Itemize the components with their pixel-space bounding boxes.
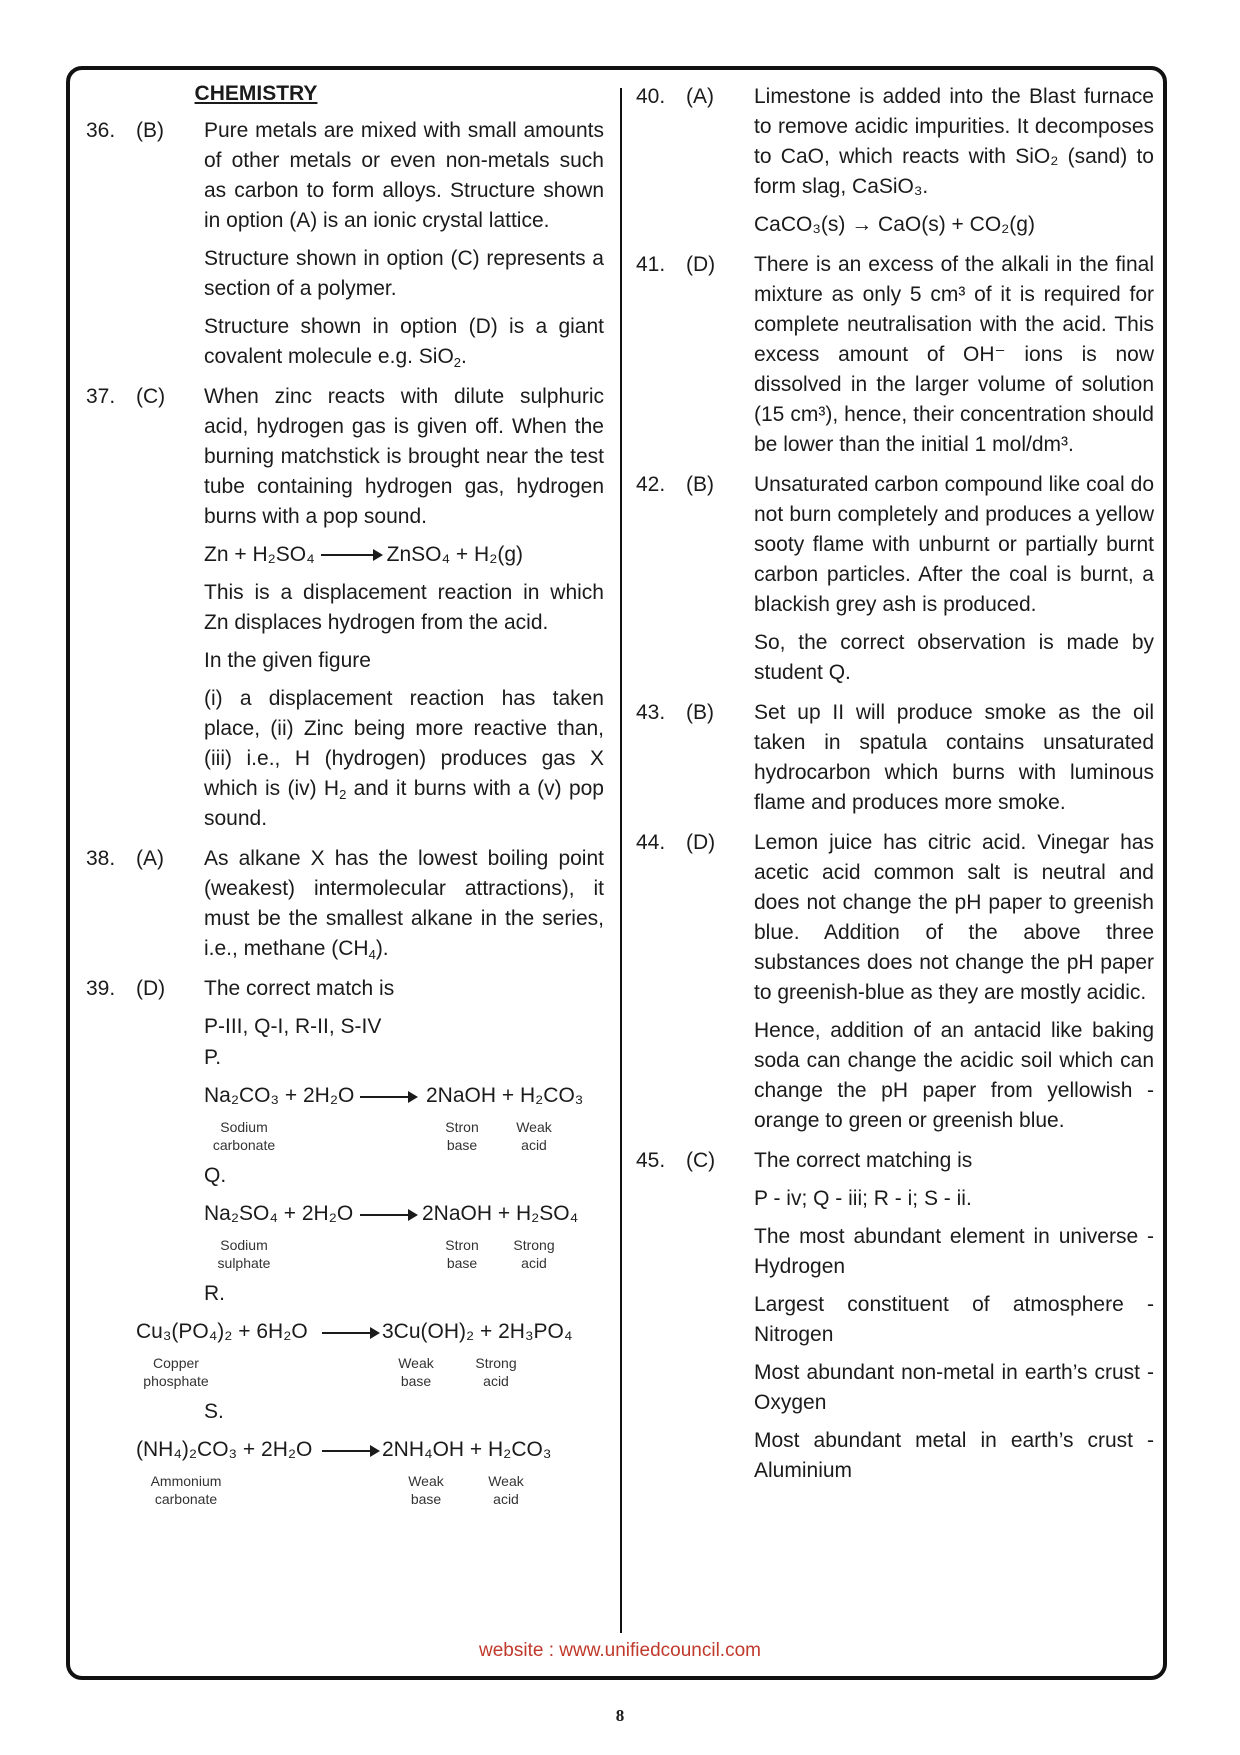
answer-option: (D) — [686, 831, 716, 854]
products: 2NH₄OH + H₂CO₃ — [382, 1438, 552, 1461]
paragraph: There is an excess of the alkali in the final mixture as only 5 cm³ of it is required for complete neutralisation with the acid. This excess amount of OH⁻ ions is now dissolved in the larger volume of solution (15 cm³), hence, their concentration should be lower than the initial 1 mol/dm³. — [754, 253, 1154, 456]
label-acid: Strong acid — [475, 1355, 517, 1389]
paragraph: The correct match is — [204, 977, 395, 1000]
question-number: 40. — [636, 85, 666, 108]
answer-explanation — [204, 974, 604, 1042]
products: 3Cu(OH)₂ + 2H₃PO₄ — [382, 1320, 573, 1343]
website-footer: website : www.unifiedcouncil.com — [479, 1640, 761, 1661]
products: 2NaOH + H₂SO₄ — [422, 1202, 579, 1225]
answer-option: (A) — [686, 85, 714, 108]
answer-explanation — [754, 250, 1154, 460]
label-base: Stron base — [445, 1237, 479, 1271]
answer-explanation — [754, 698, 1154, 818]
reaction-arrow — [322, 1332, 378, 1334]
paragraph: P-III, Q-I, R-II, S-IV — [204, 1015, 382, 1038]
reactants: Cu₃(PO₄)₂ + 6H₂O — [136, 1320, 308, 1343]
paragraph: Limestone is added into the Blast furnace to remove acidic impurities. It decomposes to CaO, which reacts with SiO₂ (sand) to form slag, CaSiO₃. — [754, 85, 1154, 198]
label-reactant: Copper phosphate — [143, 1355, 209, 1389]
question-number: 39. — [86, 977, 116, 1000]
reaction-arrow — [360, 1214, 416, 1216]
paragraph: Structure shown in option (D) is a giant covalent molecule e.g. SiO$_2$. — [204, 315, 604, 370]
paragraph: (i) a displacement reaction has taken place, (ii) Zinc being more reactive than, (iii) i.e., H (hydrogen) produces gas X which is (iv) $H_2$ and it burns with a (v) pop sound. — [204, 687, 604, 830]
page-number: 8 — [615, 1706, 625, 1725]
paragraph: The correct matching is — [754, 1149, 973, 1172]
paragraph: Pure metals are mixed with small amounts of other metals or even non-metals such as carbon to form alloys. Structure shown in option (A) is an ionic crystal lattice. — [204, 119, 604, 232]
paragraph: P - iv; Q - iii; R - i; S - ii. — [754, 1187, 972, 1210]
reaction-Q — [204, 1202, 604, 1278]
reaction-tag: P. — [204, 1046, 222, 1069]
answer-explanation — [754, 82, 1154, 240]
label-base: Weak base — [408, 1473, 444, 1507]
question-44 — [636, 828, 1154, 1136]
answer-explanation — [204, 116, 604, 372]
answer-option: (C) — [686, 1149, 716, 1172]
chemical-equation: CaCO₃(s) → CaO(s) + CO₂(g) — [754, 213, 1035, 236]
column-divider — [620, 88, 622, 1633]
reaction-R — [136, 1320, 604, 1396]
answer-option: (D) — [686, 253, 716, 276]
answer-option: (D) — [136, 977, 166, 1000]
question-42 — [636, 470, 1154, 688]
question-number: 42. — [636, 473, 666, 496]
question-number: 41. — [636, 253, 666, 276]
paragraph: Hence, addition of an antacid like baking soda can change the acidic soil which can change the pH paper from yellowish - orange to green or greenish blue. — [754, 1019, 1154, 1132]
reaction-arrow — [321, 554, 381, 556]
paragraph: Structure shown in option (C) represents a section of a polymer. — [204, 247, 604, 300]
paragraph: Unsaturated carbon compound like coal do not burn completely and produces a yellow sooty flame with unburnt or partially burnt carbon particles. After the coal is burnt, a blackish grey ash is produced. — [754, 473, 1154, 616]
question-37 — [86, 382, 604, 834]
paragraph: When zinc reacts with dilute sulphuric acid, hydrogen gas is given off. When the burning matchstick is brought near the test tube containing hydrogen gas, hydrogen burns with a pop sound. — [204, 385, 604, 528]
products: 2NaOH + H₂CO₃ — [426, 1084, 584, 1107]
answer-explanation — [204, 844, 604, 964]
answer-option: (B) — [686, 701, 714, 724]
right-column — [636, 82, 1154, 1496]
reaction-arrow — [360, 1096, 416, 1098]
question-41 — [636, 250, 1154, 460]
reaction-tag: S. — [204, 1400, 224, 1423]
label-acid: Strong acid — [513, 1237, 555, 1271]
label-reactant: Ammonium carbonate — [150, 1473, 222, 1507]
question-number: 36. — [86, 119, 116, 142]
label-acid: Weak acid — [488, 1473, 524, 1507]
question-39 — [86, 974, 604, 1042]
paragraph: Most abundant non-metal in earth’s crust - Oxygen — [754, 1361, 1154, 1414]
answer-explanation — [754, 470, 1154, 688]
paragraph: As alkane X has the lowest boiling point (weakest) intermolecular attractions), it must be the smallest alkane in the series, i.e., methane $(CH_4)$. — [204, 847, 604, 962]
reaction-tag: R. — [204, 1282, 225, 1305]
reaction-arrow — [322, 1450, 378, 1452]
question-40 — [636, 82, 1154, 240]
paragraph: Most abundant metal in earth’s crust - Aluminium — [754, 1429, 1154, 1482]
question-number: 38. — [86, 847, 116, 870]
question-36 — [86, 116, 604, 372]
paragraph: So, the correct observation is made by student Q. — [754, 631, 1154, 684]
reaction-P — [204, 1084, 604, 1160]
left-column — [86, 82, 604, 1514]
label-base: Stron base — [445, 1119, 479, 1153]
answer-explanation — [204, 382, 604, 834]
chemical-equation: Zn + H₂SO₄ ZnSO₄ + H₂(g) — [204, 543, 524, 566]
question-45 — [636, 1146, 1154, 1486]
reaction-tag: Q. — [204, 1164, 227, 1187]
reaction-S — [136, 1438, 604, 1514]
answer-explanation — [754, 828, 1154, 1136]
answer-option: (A) — [136, 847, 164, 870]
answer-option: (B) — [136, 119, 164, 142]
label-reactant: Sodium carbonate — [212, 1119, 276, 1153]
answer-option: (C) — [136, 385, 166, 408]
paragraph: In the given figure — [204, 649, 371, 672]
question-number: 37. — [86, 385, 116, 408]
question-38 — [86, 844, 604, 964]
section-heading: CHEMISTRY — [194, 82, 318, 105]
reactants: Na₂CO₃ + 2H₂O — [204, 1084, 355, 1107]
question-number: 45. — [636, 1149, 666, 1172]
question-number: 44. — [636, 831, 666, 854]
paragraph: Lemon juice has citric acid. Vinegar has acetic acid common salt is neutral and does not change the pH paper to greenish blue. Addition of the above three substances does not change the pH paper to greenish-blue as they are mostly acidic. — [754, 831, 1154, 1004]
paragraph: The most abundant element in universe - Hydrogen — [754, 1225, 1154, 1278]
label-base: Weak base — [398, 1355, 434, 1389]
answer-option: (B) — [686, 473, 714, 496]
paragraph: Largest constituent of atmosphere - Nitrogen — [754, 1293, 1154, 1346]
reactants: (NH₄)₂CO₃ + 2H₂O — [136, 1438, 313, 1461]
label-reactant: Sodium sulphate — [217, 1237, 271, 1271]
reactants: Na₂SO₄ + 2H₂O — [204, 1202, 354, 1225]
question-43 — [636, 698, 1154, 818]
question-number: 43. — [636, 701, 666, 724]
paragraph: Set up II will produce smoke as the oil taken in spatula contains unsaturated hydrocarbon which burns with luminous flame and produces more smoke. — [754, 701, 1154, 814]
label-acid: Weak acid — [516, 1119, 552, 1153]
answer-explanation — [754, 1146, 1154, 1486]
paragraph: This is a displacement reaction in which Zn displaces hydrogen from the acid. — [204, 581, 604, 634]
